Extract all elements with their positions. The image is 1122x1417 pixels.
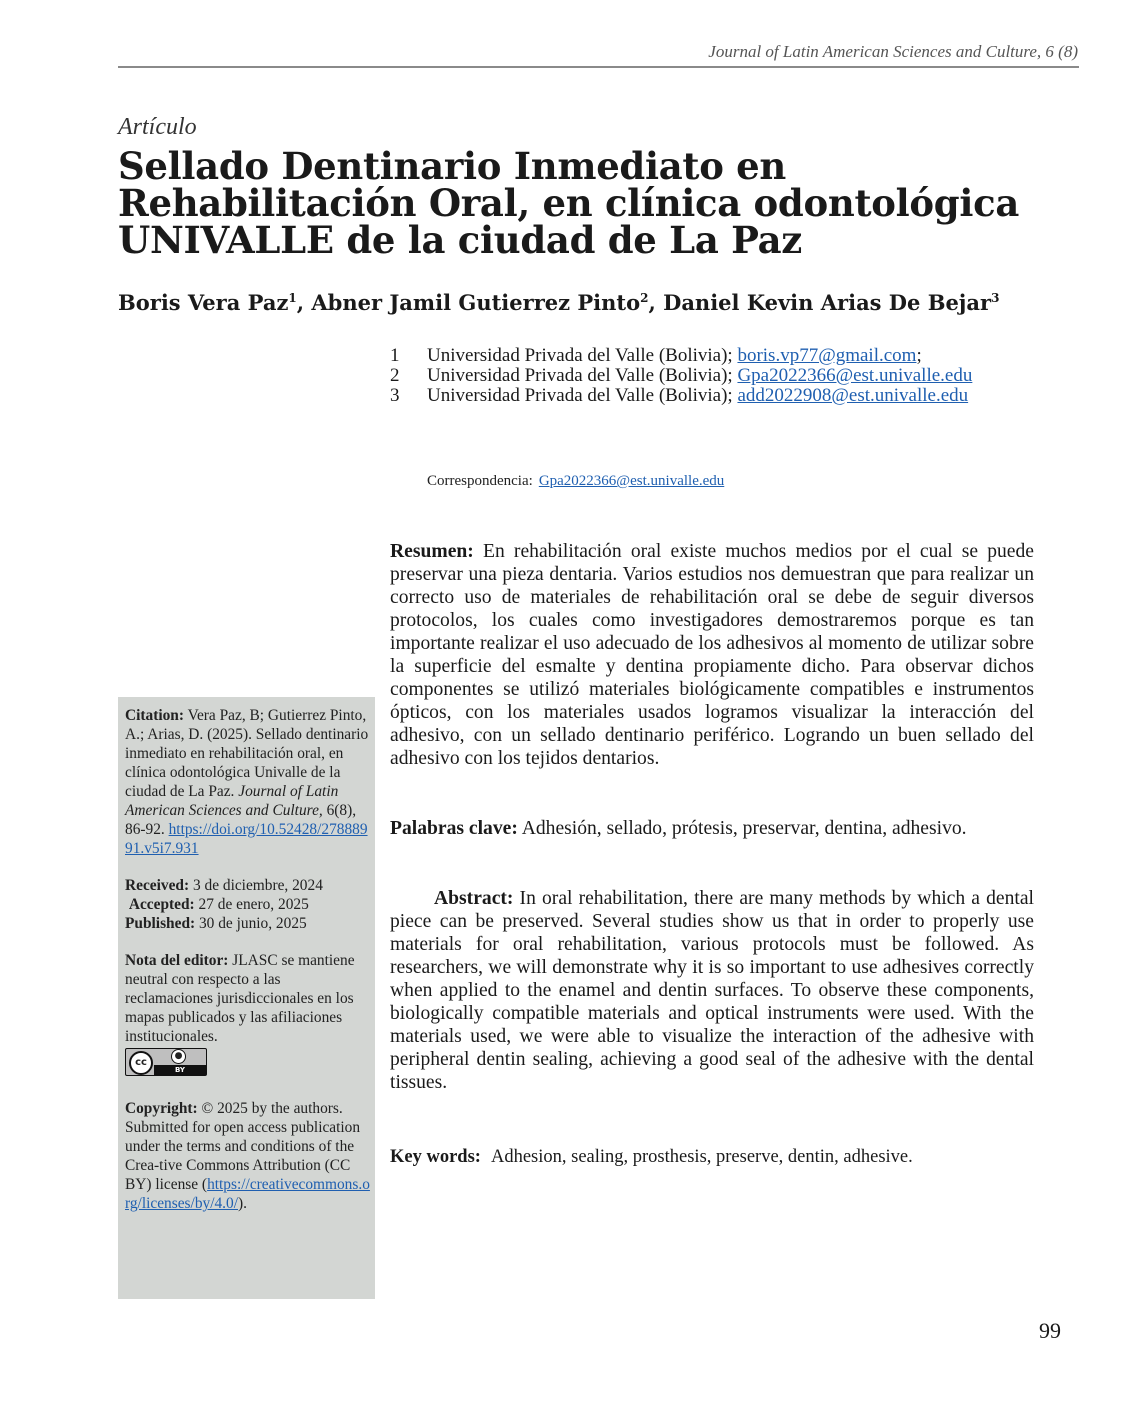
copyright-block <box>125 1099 370 1213</box>
person-icon: ● <box>171 1049 186 1064</box>
abstract-text: In oral rehabilitation, there are many methods by which a dental piece can be preserved. Several studies show us that in order to properly use materials for oral rehabilitation, various protocols must be followed. As researchers, we will demonstrate why it is so important to use adhesives correctly when applied to the enamel and dentin surfaces. To observe these components, biologically compatible materials and optical instruments were used. With the materials used, we were able to visualize the interaction of the adhesive with peripheral dentin sealing, achieving a good seal of the adhesive with the dental tissues. <box>390 888 1034 1093</box>
page-number: 99 <box>1039 1318 1061 1343</box>
correspondence-email-link[interactable]: Gpa2022366@est.univalle.edu <box>538 473 725 489</box>
citation-block <box>125 706 370 858</box>
license-link[interactable]: https://creativecommons.org/licenses/by/4.0/ <box>125 1176 370 1212</box>
author-affiliation-mark: 2 <box>640 291 649 305</box>
affiliation-email-link[interactable]: boris.vp77@gmail.com <box>737 345 917 366</box>
citation-label: Citation: <box>125 707 184 724</box>
citation-text: Vera Paz, B; Gutierrez Pinto, A.; Arias, D. (2025). Sellado dentinario inmediato en rehabilitación oral, en clínica odontológica Univalle de la ciudad de La Paz. <box>125 707 369 800</box>
by-label: BY <box>154 1065 206 1075</box>
abstract-paragraph <box>390 887 1034 1094</box>
copyright-text: © 2025 by the authors. Submitted for open access publication under the terms and conditions of the Crea-tive Commons Attribution (CC BY) license ( <box>125 1100 361 1193</box>
palabras-clave-paragraph <box>390 817 1034 840</box>
received-date <box>125 876 370 895</box>
author-name: Abner Jamil Gutierrez Pinto <box>311 290 641 315</box>
affiliations <box>390 346 1040 406</box>
affiliation-item <box>390 386 1040 406</box>
copyright-label: Copyright: <box>125 1100 198 1117</box>
cc-icon: cc <box>129 1051 153 1075</box>
author-list <box>118 284 1058 317</box>
accepted-label: Accepted: <box>128 896 195 913</box>
correspondence-label: Correspondencia: <box>427 473 533 489</box>
keywords-line <box>390 1147 1034 1168</box>
accepted-value: 27 de enero, 2025 <box>194 896 309 913</box>
affiliation-item <box>390 366 1040 386</box>
header-rule <box>118 66 1079 68</box>
received-value: 3 de diciembre, 2024 <box>189 877 323 894</box>
article-info-sidebar <box>118 697 375 1299</box>
published-date <box>125 914 370 933</box>
citation-tail: 6(8), 86-92. <box>125 802 357 838</box>
citation-doi-link[interactable]: https://doi.org/10.52428/27888991.v5i7.931 <box>125 821 368 857</box>
editor-note <box>125 951 370 1046</box>
affiliation-text: Universidad Privada del Valle (Bolivia); <box>427 365 738 386</box>
palabras-clave-text: Adhesión, sellado, prótesis, preservar, dentina, adhesivo. <box>517 818 967 839</box>
article-type: Artículo <box>118 114 197 140</box>
affiliation-email-link[interactable]: add2022908@est.univalle.edu <box>737 385 969 406</box>
abstract-label: Abstract: <box>434 888 514 909</box>
resumen-paragraph <box>390 540 1034 770</box>
published-value: 30 de junio, 2025 <box>195 915 307 932</box>
cc-by-license-badge[interactable] <box>125 1048 207 1076</box>
journal-running-header: Journal of Latin American Sciences and Culture, 6 (8) <box>708 42 1078 61</box>
affiliation-number: 1 <box>390 345 400 366</box>
author-separator: , <box>648 290 664 315</box>
author-separator: , <box>296 290 312 315</box>
author-name: Daniel Kevin Arias De Bejar <box>663 290 992 315</box>
palabras-clave-label: Palabras clave: <box>390 818 518 839</box>
author-name: Boris Vera Paz <box>118 290 289 315</box>
author-affiliation-mark: 3 <box>991 291 1000 305</box>
keywords-label: Key words: <box>390 1147 481 1167</box>
author-affiliation-mark: 1 <box>288 291 297 305</box>
affiliation-punct: ; <box>916 345 922 366</box>
resumen-text: En rehabilitación oral existe muchos medios por el cual se puede preservar una pieza dentaria. Varios estudios nos demuestran que para realizar un correcto uso de materiales de rehabilitación oral se debe de seguir diversos protocolos, los cuales como investigadores demostraremos porque es tan importante realizar el uso adecuado de los adhesivos al momento de utilizar sobre la superficie del esmalte y dentina propiamente dicho. Para observar dichos componentes se utilizó materiales biológicamente compatibles e instrumentos ópticos, con los materiales usados logramos visualizar la interacción del adhesivo, con un sellado dentinario periférico. Logrando un buen sellado del adhesivo con los tejidos dentarios. <box>390 541 1034 769</box>
copyright-end: ). <box>238 1195 247 1212</box>
affiliation-number: 3 <box>390 385 400 406</box>
editor-note-label: Nota del editor: <box>125 952 229 969</box>
affiliation-email-link[interactable]: Gpa2022366@est.univalle.edu <box>737 365 973 386</box>
affiliation-text: Universidad Privada del Valle (Bolivia); <box>427 385 738 406</box>
accepted-date <box>125 895 370 914</box>
resumen-label: Resumen: <box>390 541 474 562</box>
received-label: Received: <box>125 877 190 894</box>
affiliation-number: 2 <box>390 365 400 386</box>
correspondence <box>427 473 724 490</box>
affiliation-text: Universidad Privada del Valle (Bolivia); <box>427 345 738 366</box>
article-title: Sellado Dentinario Inmediato en Rehabilitación Oral, en clínica odontológica UNIVALLE de la ciudad de La Paz <box>118 144 1019 262</box>
published-label: Published: <box>125 915 196 932</box>
editor-note-text: JLASC se mantiene neutral con respecto a las reclamaciones jurisdiccionales en los mapas publicados y las afiliaciones institucionales. <box>125 952 355 1045</box>
keywords-text: Adhesion, sealing, prosthesis, preserve, dentin, adhesive. <box>490 1147 913 1167</box>
citation-journal: Journal of Latin American Sciences and Culture, <box>125 783 339 819</box>
affiliation-item <box>390 346 1040 366</box>
